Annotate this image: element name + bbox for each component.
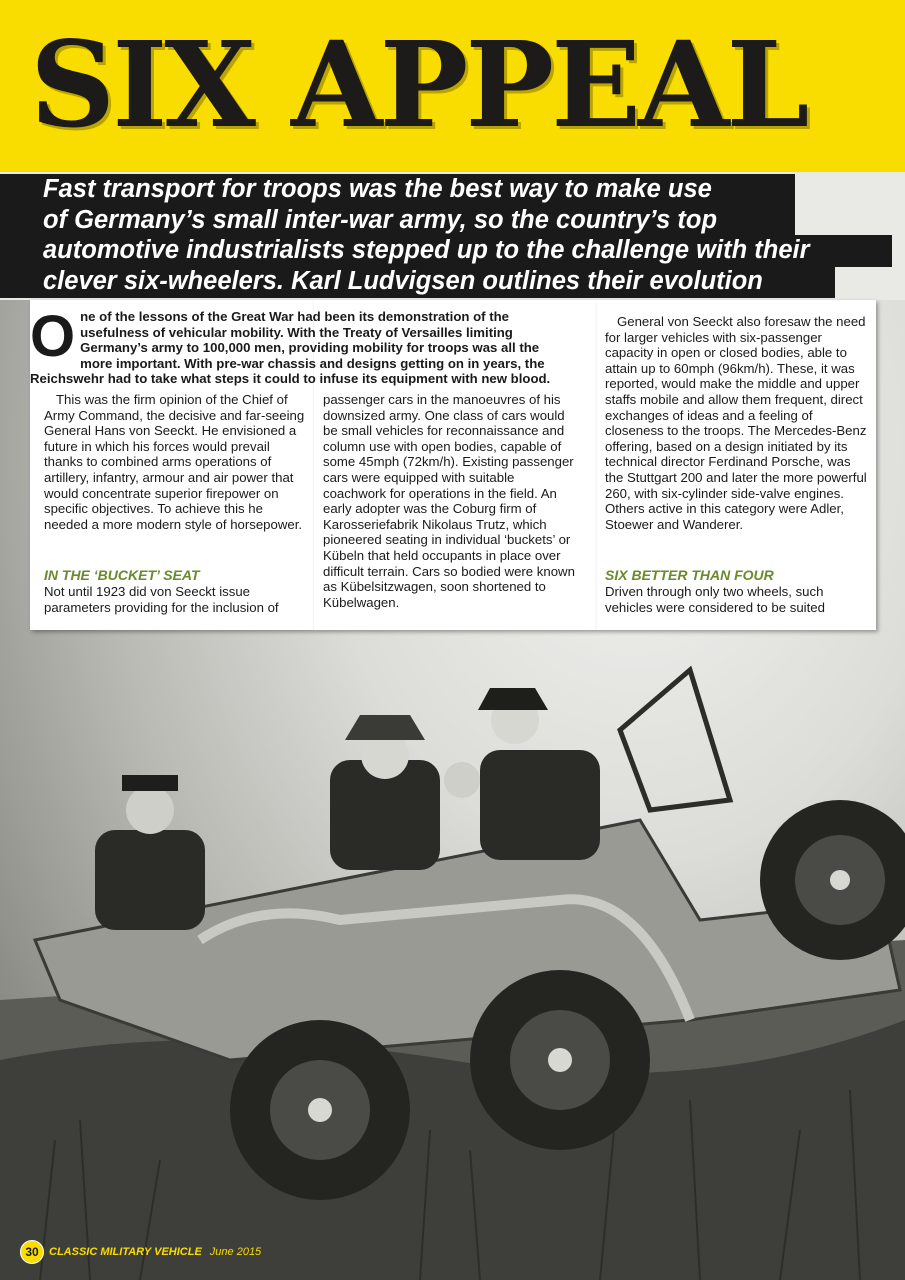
column3-paragraph: Driven through only two wheels, such vehicles were considered to be suited [605,584,825,615]
standfirst-text [43,174,903,296]
intro-paragraph [30,304,570,387]
standfirst-line: Fast transport for troops was the best way to make use [43,175,712,203]
standfirst-line: of Germany’s small inter-war army, so the country’s top [43,205,718,234]
column1-paragraph: This was the firm opinion of the Chief of Army Command, the decisive and far-seeing General Hans von Seeckt. He envisioned a future in which his forces would prevail thanks to combined arms operations of artillery, infantry, armour and air power that would concentrate superior firepower on specific objectives. To achieve this he needed a more modern style of horsepower. [44,392,305,532]
column3-paragraph: General von Seeckt also foresaw the need for larger vehicles with six-passenger capacity in open or closed bodies, able to attain up to 60mph (96km/h). These, it was reported, would make the middle and upper staffs mobile and allow them frequent, direct exchanges of ideas and a feeling of closeness to the troops. The Mercedes-Benz offering, based on a design initiated by its technical director Ferdinand Porsche, was the Stuttgart 200 and later the more powerful 260, with six-cylinder side-valve engines. Others active in this category were Adler, Stoewer and Wanderer. [605,314,867,532]
column2-paragraph: passenger cars in the manoeuvres of his downsized army. One class of cars would be small vehicles for reconnaissance and column use with open bodies, capable of some 45mph (72km/h). Existing passenger cars were equipped with suitable coachwork for operations in the field. An early adopter was the Coburg firm of Karosseriefabrik Nikolaus Trutz, which pioneered seating in individual ‘buckets’ or Kübeln that held occupants in place over difficult terrain. Cars so bodied were known as Kübelsitzwagen, soon shortened to Kübelwagen. [323,392,575,610]
header-band [0,0,905,172]
drop-cap: O [30,304,76,369]
page-number: 30 [20,1240,44,1264]
column1-paragraph: Not until 1923 did von Seeckt issue parameters providing for the inclusion of [44,584,279,615]
standfirst-line: clever six-wheelers. Karl Ludvigsen outlines their evolution [43,266,763,295]
subhead-six-better: SIX BETTER THAN FOUR [605,567,774,583]
subhead-bucket-seat: IN THE ‘BUCKET’ SEAT [44,567,200,583]
page-folio [20,1240,261,1264]
standfirst-line: automotive industrialists stepped up to the challenge with their [43,236,810,264]
issue-date: June 2015 [209,1246,262,1258]
magazine-title: CLASSIC MILITARY VEHICLE [49,1246,202,1258]
standfirst [0,172,905,302]
intro-text: ne of the lessons of the Great War had been its demonstration of the usefulness of vehicular mobility. With the Treaty of Versailles limiting Germany’s army to 100,000 men, providing mobility for troops was all the more important. With pre-war chassis and designs getting on in years, the Reichswehr had to take what steps it could to infuse its equipment with new blood. [30,309,551,387]
headline: SIX APPEAL [30,15,807,154]
